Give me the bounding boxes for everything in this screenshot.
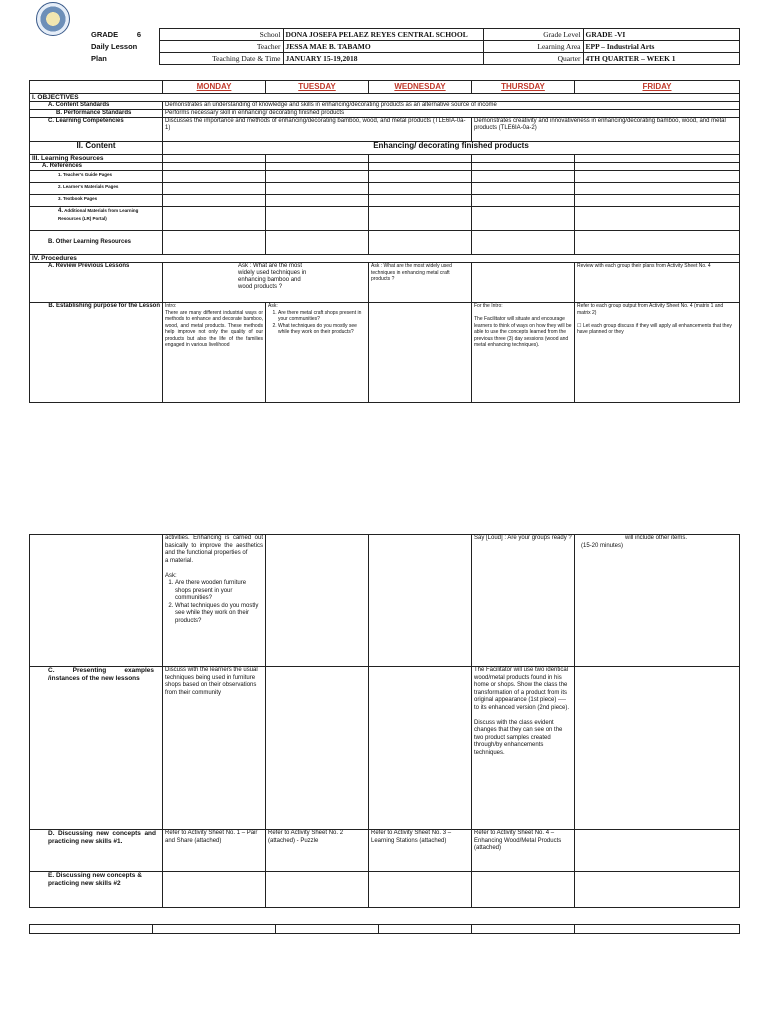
school-label: School (159, 29, 283, 41)
review-monday: Ask : What are the most widely used techniques in enhancing bamboo and wood products ? (163, 263, 369, 303)
review-label: A. Review Previous Lessons (30, 263, 163, 303)
purpose-thursday: For the Intro: The Facilitator will situate and encourage learners to think of ways on how they will be able to use the concepts learned from the previous three (3) day sessions (wood and metal enhancing techniques). (472, 303, 575, 403)
procedures-heading: IV. Procedures (30, 255, 740, 263)
references-label: A. References (30, 163, 163, 171)
date-value: JANUARY 15-19,2018 (283, 53, 483, 65)
performance-standards-text: Performs necessary skill in enhancing/ decorating finished products (163, 110, 740, 118)
date-label: Teaching Date & Time (159, 53, 283, 65)
day-friday: FRIDAY (575, 81, 740, 94)
discussing-1-tuesday: Refer to Activity Sheet No. 2 (attached) - Puzzle (266, 830, 369, 872)
review-wednesday: Ask : What are the most widely used techniques in enhancing metal craft products ? (369, 263, 472, 303)
grade-level-value: GRADE -VI (583, 29, 739, 41)
lm-pages-label: 2. Learner's Materials Pages (30, 183, 163, 195)
grade-label: GRADE 6 (91, 29, 142, 39)
tg-pages-label: 1. Teacher's Guide Pages (30, 171, 163, 183)
page-gap (0, 470, 768, 525)
discussing-2-label: E. Discussing new concepts & practicing new skills #2 (30, 872, 163, 908)
performance-standards-label: B. Performance Standards (30, 110, 163, 118)
objectives-heading: I. OBJECTIVES (30, 94, 740, 102)
content-standards-text: Demonstrates an understanding of knowledge and skills in enhancing/decorating products as an alternative source of income (163, 102, 740, 110)
other-resources-label: B. Other Learning Resources (30, 231, 163, 255)
day-monday: MONDAY (163, 81, 266, 94)
lesson-plan-page-2 (0, 525, 768, 955)
textbook-pages-label: 3. Textbook Pages (30, 195, 163, 207)
discussing-1-label: D. Discussing new concepts and practicing new skills #1. (30, 830, 163, 872)
additional-materials-label: 4. Additional Materials from Learning Resources (LR) Portal) (30, 207, 163, 231)
logo-cell (29, 29, 89, 65)
header-table (29, 28, 740, 65)
presenting-label: C. Presenting examples /instances of the new lessons (30, 667, 163, 830)
learning-resources-heading: III. Learning Resources (30, 155, 163, 163)
competencies-label: C. Learning Competencies (30, 118, 163, 142)
day-tuesday: TUESDAY (266, 81, 369, 94)
review-friday: Review with each group their plans from Activity Sheet No. 4 (575, 263, 740, 303)
content-value: Enhancing/ decorating finished products (163, 142, 740, 155)
competencies-text-b: Demonstrates creativity and innovativeness in enhancing/decorating bamboo, wood, and metal products (TLE6IA-0a-2) (472, 118, 740, 142)
presenting-thursday: The Facilitator will use two identical wood/metal products found in his home or shops. Show the class the transformation of a product from its original appearance (1st piece) ---- to its enhanced version (2nd piece). Discuss with the class evident changes that they can see on the two product samples created through/by enhancements techniques. (472, 667, 575, 830)
trailing-row (29, 924, 740, 934)
purpose-monday: Intro: There are many different industrial ways or methods to enhance and decorate bamboo, wood, and metal products. These methods help improve not only the quality of our products but also the life of the families engaged in various livelihood (163, 303, 266, 403)
discussing-1-monday: Refer to Activity Sheet No. 1 – Pair and Share (attached) (163, 830, 266, 872)
day-thursday: THURSDAY (472, 81, 575, 94)
discussing-1-wednesday: Refer to Activity Sheet No. 3 – Learning Stations (attached) (369, 830, 472, 872)
learning-area-label: Learning Area (483, 41, 583, 53)
daily-lesson-label: Daily Lesson (91, 41, 138, 51)
purpose-thursday-continued: Say [Loud] : Are your groups ready ? (472, 535, 575, 667)
presenting-monday: Discuss with the learners the usual techniques being used in furniture shops based on their observations from their community (163, 667, 266, 830)
purpose-monday-continued: activities. Enhancing is carried out basically to improve the aesthetics and the functional properties of a material. Ask: 1. Are there wooden furniture shops present in your communities? 2. What techniques do you mostly see while they work on their products? (163, 535, 266, 667)
teacher-value: JESSA MAE B. TABAMO (283, 41, 483, 53)
content-standards-label: A. Content Standards (30, 102, 163, 110)
learning-area-value: EPP – Industrial Arts (583, 41, 739, 53)
lesson-plan-page-1 (0, 0, 768, 470)
purpose-friday-continued: will include other items. (15-20 minutes) (575, 535, 740, 667)
grade-level-label: Grade Level (483, 29, 583, 41)
purpose-friday: Refer to each group output from Activity Sheet No. 4 (matrix 1 and matrix 2) ☐ Let each group discuss if they will apply all enhancements that they have planned or they (575, 303, 740, 403)
discussing-1-thursday: Refer to Activity Sheet No. 4 – Enhancing Wood/Metal Products (attached) (472, 830, 575, 872)
day-wednesday: WEDNESDAY (369, 81, 472, 94)
teacher-label: Teacher (159, 41, 283, 53)
purpose-tuesday: Ask: 1. Are there metal craft shops present in your communities? 2. What techniques do you mostly see while they work on their products? (266, 303, 369, 403)
lesson-table (29, 80, 740, 403)
plan-label: Plan (91, 53, 107, 63)
quarter-value: 4TH QUARTER – WEEK 1 (583, 53, 739, 65)
competencies-text-a: Discusses the importance and methods of enhancing/decorating bamboo, wood, and metal products (TLE6IA-0a-1) (163, 118, 472, 142)
purpose-label: B. Establishing purpose for the Lesson (30, 303, 163, 403)
content-label: II. Content (30, 142, 163, 155)
lesson-table-continued (29, 534, 740, 908)
school-value: DONA JOSEFA PELAEZ REYES CENTRAL SCHOOL (283, 29, 483, 41)
corner-cell (30, 81, 163, 94)
quarter-label: Quarter (483, 53, 583, 65)
